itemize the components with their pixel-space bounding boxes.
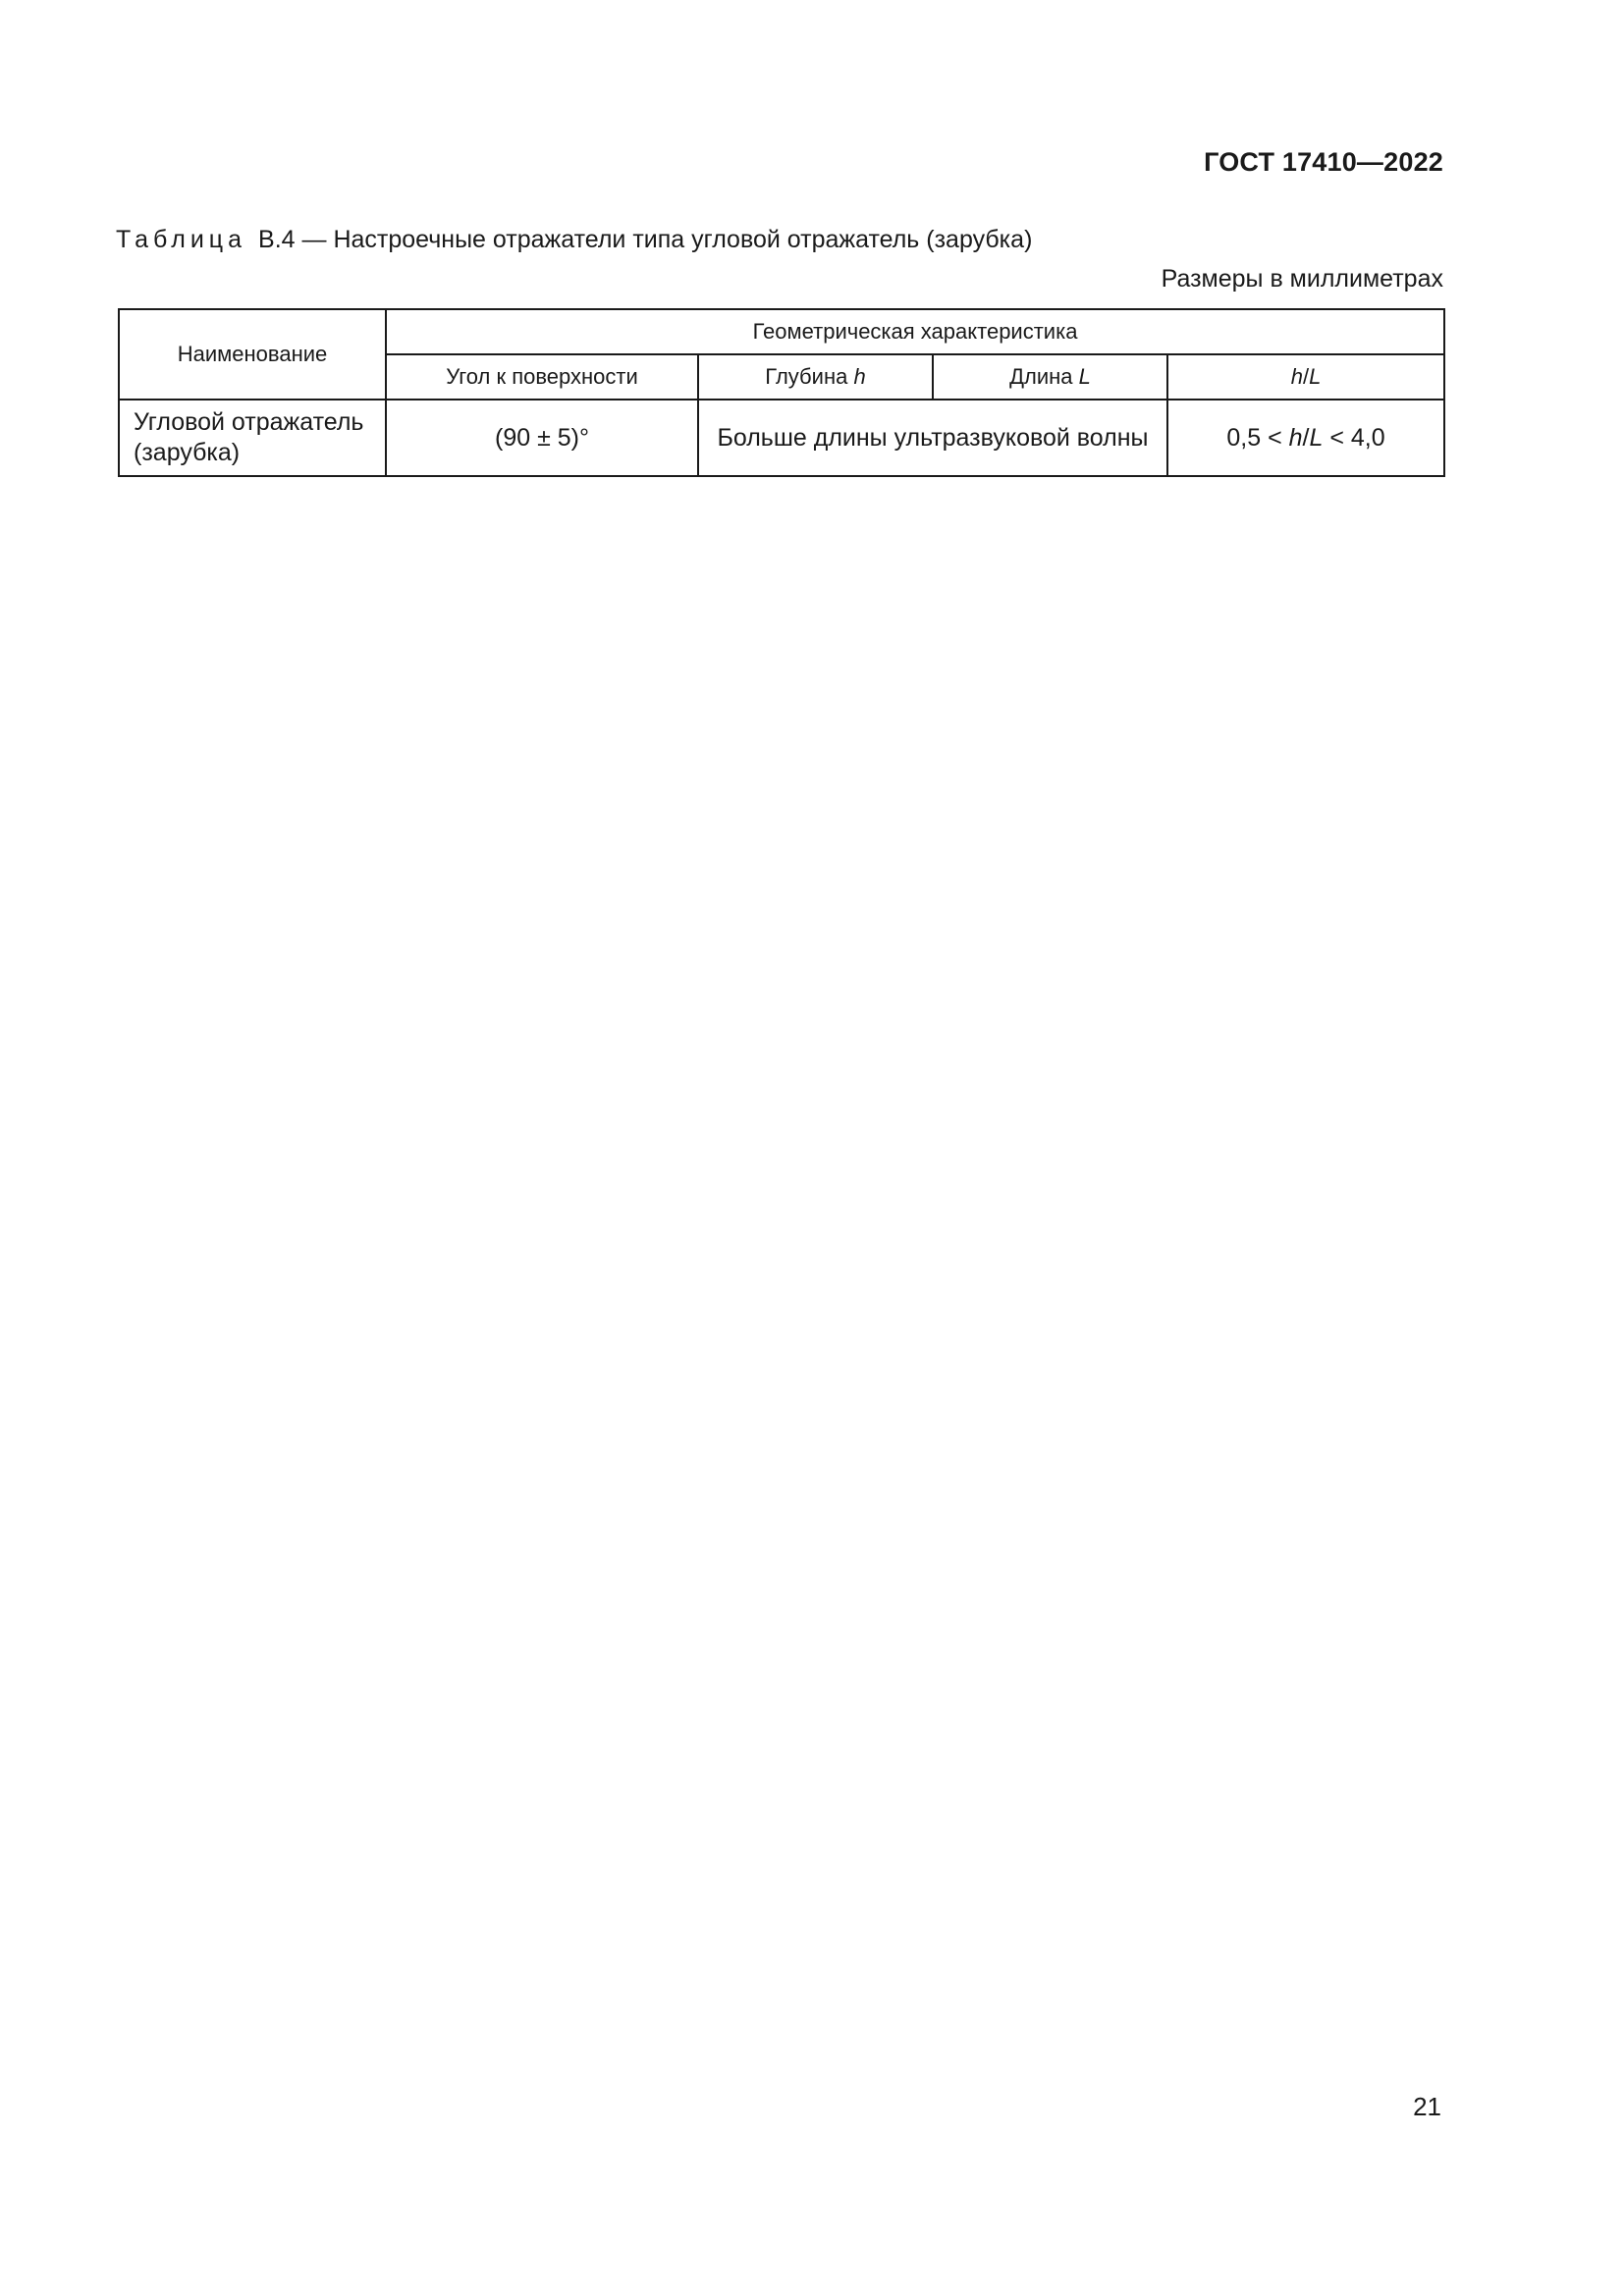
table-header-row — [119, 309, 1444, 354]
length-symbol: L — [1078, 364, 1091, 389]
ratio-l: L — [1309, 423, 1324, 452]
table-row — [119, 400, 1444, 476]
table-caption-label: Таблица — [116, 226, 247, 253]
ratio-h-symbol: h — [1290, 364, 1303, 389]
length-column-header — [933, 354, 1167, 400]
row-name-line2: (зарубка) — [134, 439, 241, 466]
ratio-prefix: 0,5 < — [1226, 423, 1289, 452]
depth-label: Глубина — [765, 364, 854, 389]
depth-symbol: h — [853, 364, 866, 389]
ratio-column-header — [1167, 354, 1444, 400]
ratio-suffix: < 4,0 — [1323, 423, 1385, 452]
row-name-line1: Угловой отражатель — [134, 408, 364, 436]
ratio-separator: / — [1302, 364, 1310, 389]
ratio-h: h — [1288, 423, 1303, 452]
row-depth-length-cell: Больше длины ультразвуковой волны — [698, 400, 1167, 476]
length-label: Длина — [1009, 364, 1079, 389]
table-caption — [116, 226, 1032, 254]
page-number: 21 — [1413, 2092, 1441, 2121]
row-ratio-cell — [1167, 400, 1444, 476]
row-angle-cell: (90 ± 5)° — [386, 400, 698, 476]
ratio-sep: / — [1302, 423, 1310, 452]
name-column-header: Наименование — [119, 309, 386, 400]
depth-column-header — [698, 354, 933, 400]
units-note: Размеры в миллиметрах — [1161, 265, 1443, 293]
row-name-cell — [119, 400, 386, 476]
table-caption-text: В.4 — Настроечные отражатели типа угловой отражатель (зарубка) — [258, 226, 1033, 253]
reflector-table — [118, 308, 1445, 477]
geometry-group-header: Геометрическая характеристика — [386, 309, 1444, 354]
ratio-l-symbol: L — [1309, 364, 1322, 389]
document-id: ГОСТ 17410—2022 — [1204, 147, 1443, 177]
angle-column-header: Угол к поверхности — [386, 354, 698, 400]
